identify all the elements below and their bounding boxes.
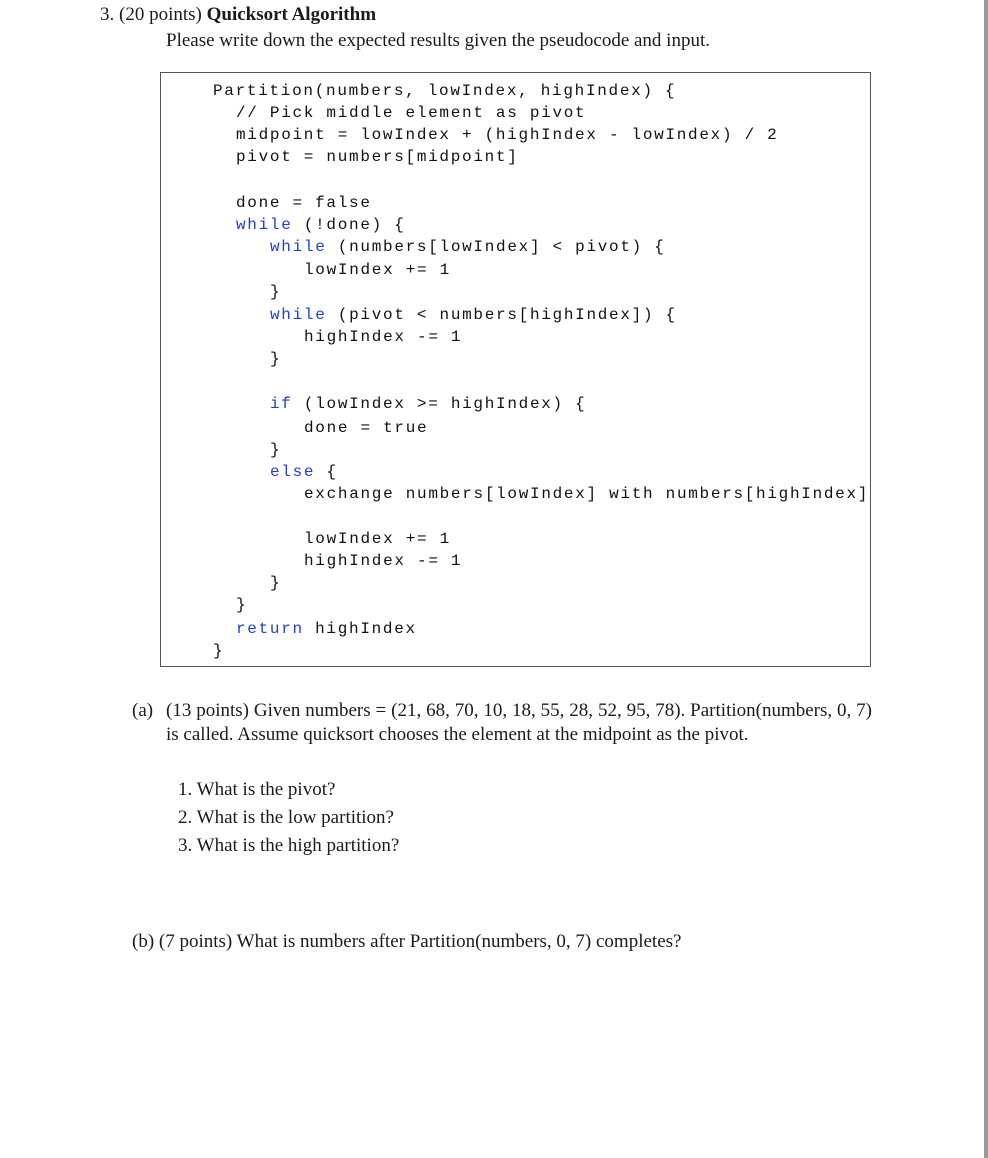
code-line	[270, 394, 586, 414]
part-a-text: (13 points) Given numbers = (21, 68, 70, 10, 18, 55, 28, 52, 95, 78). Partition(numbers, 0, 7) is called. Assume quicksort chooses the element at the midpoint as the pivot.	[166, 700, 872, 745]
part-b	[132, 931, 681, 953]
code-line	[270, 349, 281, 369]
code-text: (pivot < numbers[highIndex]) {	[326, 306, 677, 324]
code-line	[270, 462, 338, 482]
code-text: highIndex -= 1	[304, 552, 463, 570]
code-text: done = true	[304, 419, 429, 437]
code-text: (numbers[lowIndex] < pivot) {	[326, 238, 666, 256]
code-keyword: while	[270, 238, 327, 256]
code-line	[270, 237, 666, 257]
code-text: exchange numbers[lowIndex] with numbers[highIndex]	[304, 485, 870, 503]
code-line	[213, 641, 224, 661]
code-text: pivot = numbers[midpoint]	[236, 148, 519, 166]
part-a-subquestion-1: 1. What is the pivot?	[178, 779, 336, 800]
page-edge-rule	[984, 0, 988, 1158]
code-keyword: else	[270, 463, 316, 481]
code-text: lowIndex += 1	[304, 261, 451, 279]
code-line	[270, 282, 281, 302]
code-text: }	[213, 642, 225, 660]
code-keyword: while	[270, 306, 327, 324]
code-text: highIndex	[303, 620, 417, 638]
code-text: }	[270, 350, 282, 368]
code-line	[236, 619, 417, 639]
pseudocode-box	[160, 72, 871, 667]
part-a-label: (a)	[132, 700, 154, 721]
code-keyword: if	[270, 395, 293, 413]
code-text: done = false	[236, 194, 372, 212]
code-line	[304, 260, 451, 280]
code-line	[236, 193, 372, 213]
code-line	[304, 551, 462, 571]
code-line	[304, 529, 451, 549]
question-header	[100, 4, 376, 26]
part-b-label: (b)	[132, 931, 155, 952]
code-text: }	[270, 283, 282, 301]
code-text: }	[236, 596, 248, 614]
code-text: {	[315, 463, 338, 481]
question-points: (20 points)	[119, 4, 202, 25]
part-b-text: (7 points) What is numbers after Partition(numbers, 0, 7) completes?	[158, 931, 682, 952]
part-a-subquestion-2: 2. What is the low partition?	[178, 807, 394, 828]
code-text: (!done) {	[292, 216, 406, 234]
code-text: midpoint = lowIndex + (highIndex - lowIndex) / 2	[236, 126, 779, 144]
code-text: lowIndex += 1	[304, 530, 451, 548]
question-intro: Please write down the expected results given the pseudocode and input.	[166, 30, 710, 51]
code-line	[236, 103, 586, 123]
code-text: // Pick middle element as pivot	[236, 104, 587, 122]
question-title: Quicksort Algorithm	[206, 4, 377, 25]
part-a-subquestion-3: 3. What is the high partition?	[178, 835, 400, 856]
code-text: Partition(numbers, lowIndex, highIndex) {	[213, 82, 677, 100]
code-line	[236, 125, 778, 145]
code-line	[213, 81, 676, 101]
code-line	[304, 418, 428, 438]
code-line	[270, 305, 677, 325]
code-keyword: return	[236, 620, 304, 638]
code-line	[304, 484, 869, 504]
code-text: }	[270, 441, 282, 459]
question-number: 3.	[100, 4, 115, 25]
code-line	[270, 573, 281, 593]
code-line	[236, 595, 247, 615]
part-a	[132, 699, 872, 746]
code-text: highIndex -= 1	[304, 328, 463, 346]
code-line	[236, 215, 406, 235]
code-keyword: while	[236, 216, 293, 234]
code-line	[270, 440, 281, 460]
code-text: }	[270, 574, 282, 592]
code-line	[236, 147, 519, 167]
code-line	[304, 327, 462, 347]
code-text: (lowIndex >= highIndex) {	[292, 395, 587, 413]
